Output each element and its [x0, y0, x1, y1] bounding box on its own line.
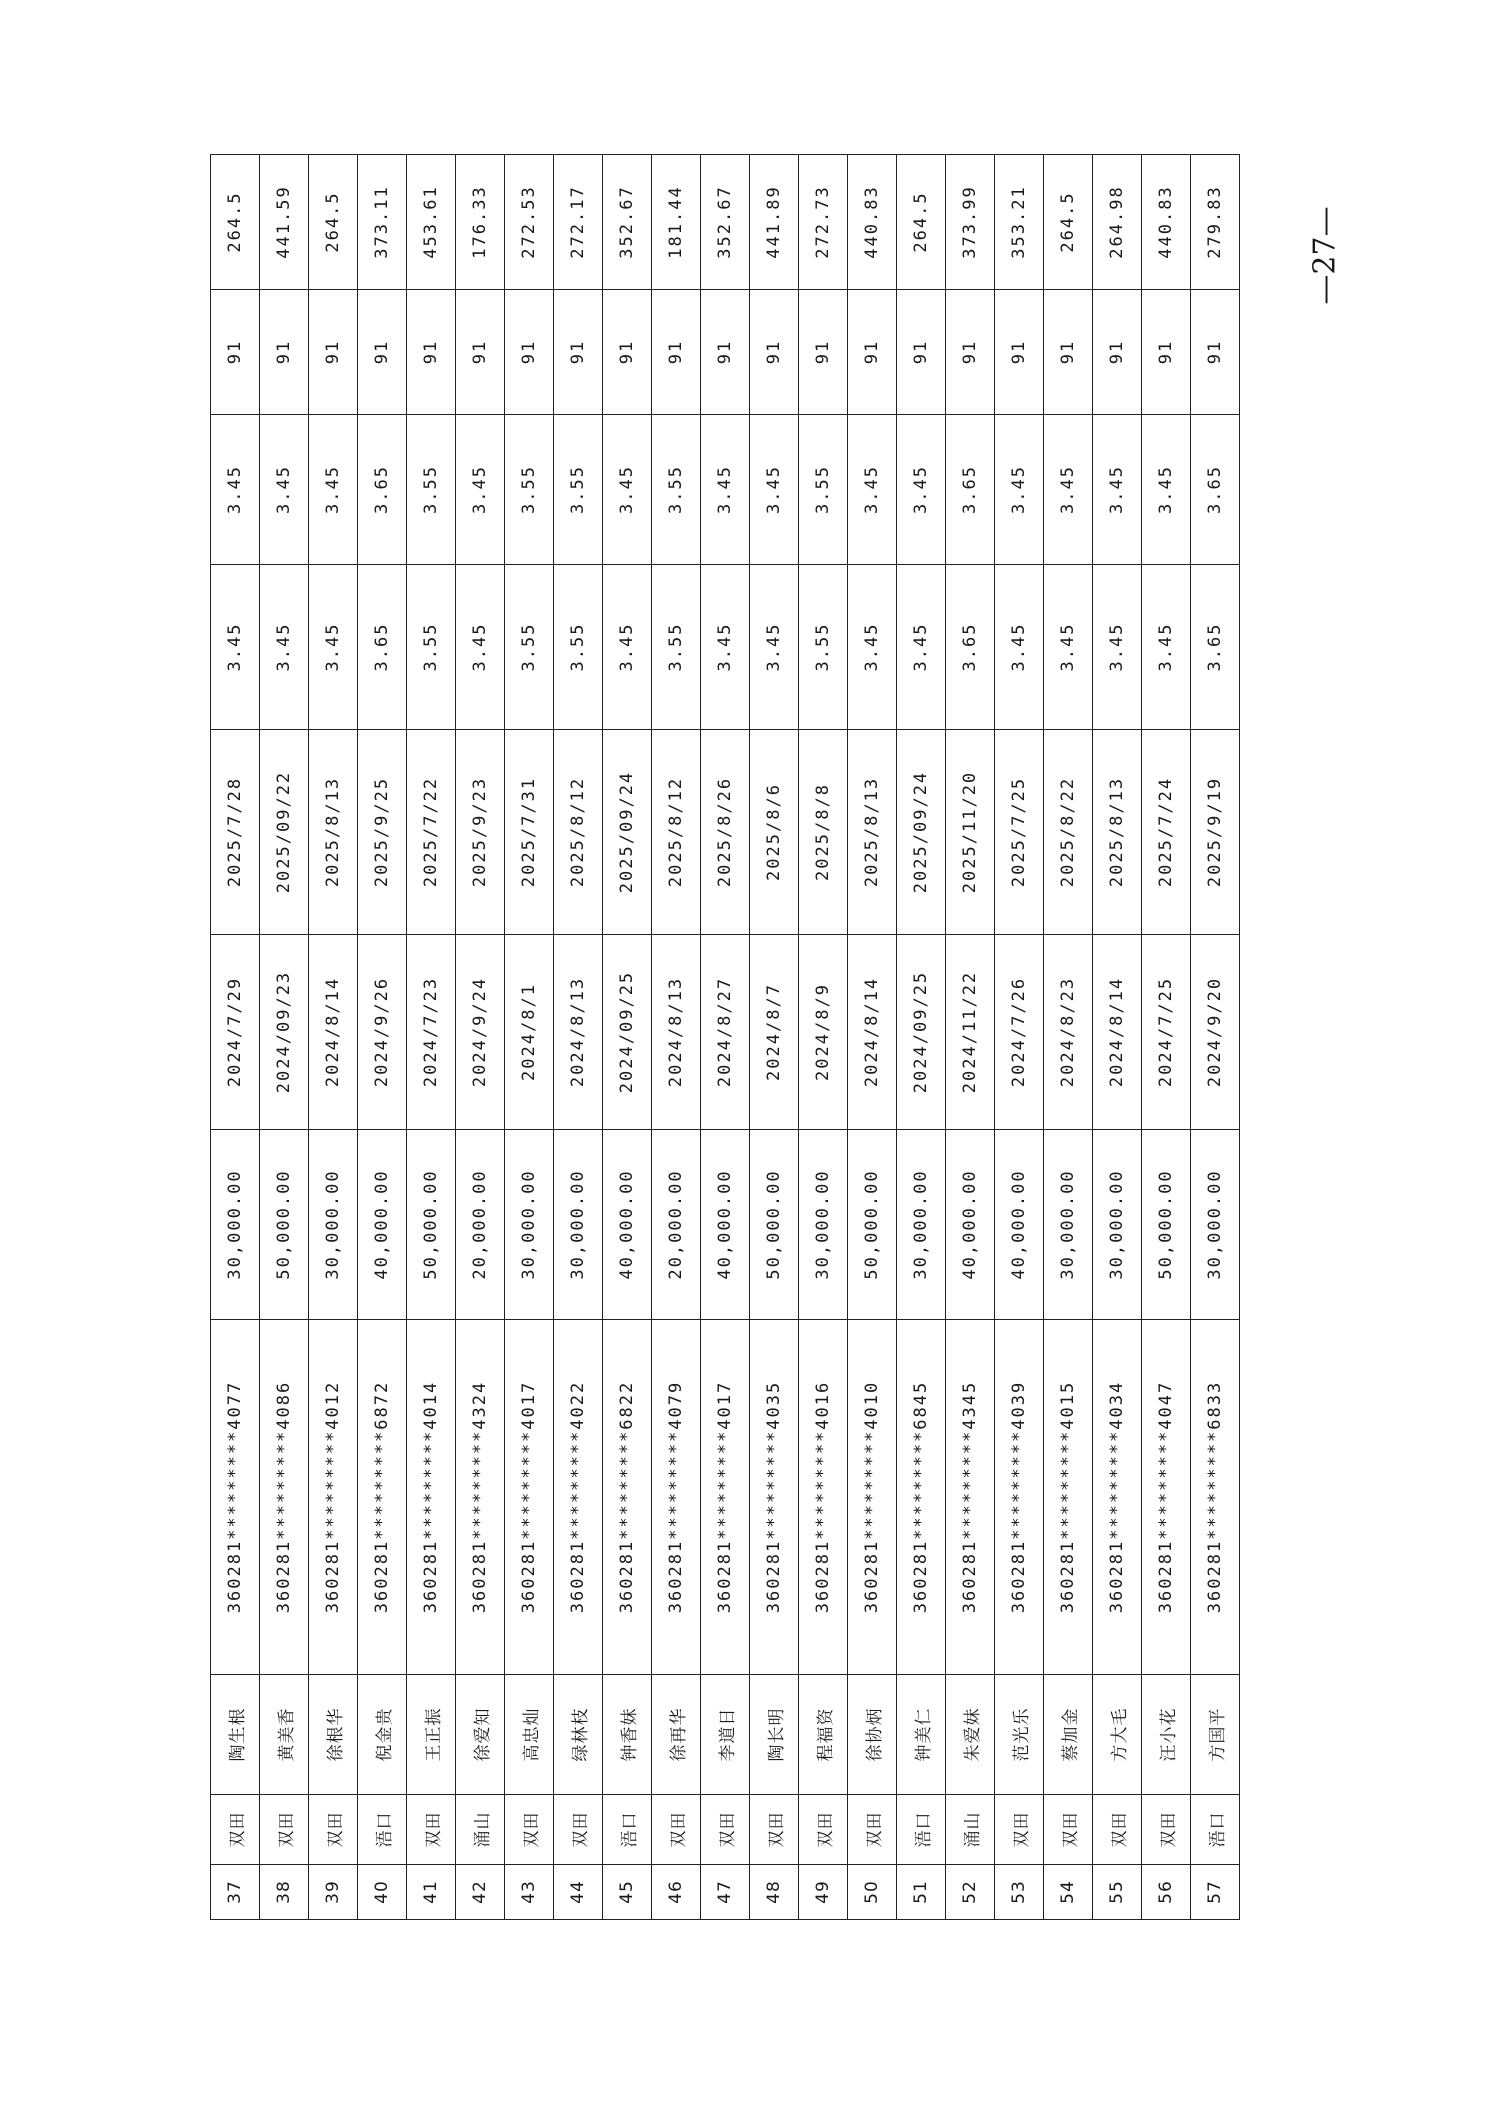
rate-a-cell: 3.45	[1142, 565, 1191, 730]
township-cell: 双田	[1142, 1795, 1191, 1865]
id-number-cell: 360281*********4035	[750, 1320, 799, 1675]
interest-amount-cell: 181.44	[652, 155, 701, 290]
days-cell: 91	[554, 290, 603, 415]
interest-amount-cell: 453.61	[407, 155, 456, 290]
days-cell: 91	[995, 290, 1044, 415]
id-number-cell: 360281*********4010	[848, 1320, 897, 1675]
start-date-cell: 2024/9/20	[1191, 935, 1240, 1130]
township-cell: 浯口	[897, 1795, 946, 1865]
end-date-cell: 2025/09/24	[603, 730, 652, 935]
loan-amount-cell: 30,000.00	[1093, 1130, 1142, 1320]
days-cell: 91	[260, 290, 309, 415]
rate-b-cell: 3.45	[1142, 415, 1191, 565]
borrower-name-cell: 钟美仁	[897, 1675, 946, 1795]
table-row	[505, 155, 554, 1920]
borrower-name-cell: 徐爱知	[456, 1675, 505, 1795]
row-number-cell: 49	[799, 1865, 848, 1920]
rate-a-cell: 3.45	[260, 565, 309, 730]
borrower-name-cell: 黄美香	[260, 1675, 309, 1795]
rate-a-cell: 3.45	[1093, 565, 1142, 730]
end-date-cell: 2025/8/13	[848, 730, 897, 935]
borrower-name-cell: 钟香妹	[603, 1675, 652, 1795]
borrower-name-cell: 方大毛	[1093, 1675, 1142, 1795]
row-number-cell: 41	[407, 1865, 456, 1920]
interest-amount-cell: 352.67	[701, 155, 750, 290]
row-number-cell: 37	[211, 1865, 260, 1920]
loan-amount-cell: 40,000.00	[995, 1130, 1044, 1320]
loan-amount-cell: 50,000.00	[407, 1130, 456, 1320]
interest-amount-cell: 272.73	[799, 155, 848, 290]
loan-amount-cell: 50,000.00	[260, 1130, 309, 1320]
id-number-cell: 360281*********4016	[799, 1320, 848, 1675]
interest-amount-cell: 440.83	[1142, 155, 1191, 290]
id-number-cell: 360281*********4324	[456, 1320, 505, 1675]
days-cell: 91	[652, 290, 701, 415]
end-date-cell: 2025/7/28	[211, 730, 260, 935]
township-cell: 双田	[848, 1795, 897, 1865]
rate-b-cell: 3.65	[1191, 415, 1240, 565]
interest-amount-cell: 279.83	[1191, 155, 1240, 290]
borrower-name-cell: 李道日	[701, 1675, 750, 1795]
table-row	[260, 155, 309, 1920]
township-cell: 双田	[995, 1795, 1044, 1865]
rate-a-cell: 3.45	[456, 565, 505, 730]
borrower-name-cell: 王正振	[407, 1675, 456, 1795]
township-cell: 双田	[1044, 1795, 1093, 1865]
rate-b-cell: 3.45	[309, 415, 358, 565]
township-cell: 双田	[211, 1795, 260, 1865]
loan-amount-cell: 20,000.00	[456, 1130, 505, 1320]
rate-a-cell: 3.65	[946, 565, 995, 730]
loan-amount-cell: 20,000.00	[652, 1130, 701, 1320]
start-date-cell: 2024/8/7	[750, 935, 799, 1130]
borrower-name-cell: 倪金贵	[358, 1675, 407, 1795]
end-date-cell: 2025/8/6	[750, 730, 799, 935]
id-number-cell: 360281*********4017	[505, 1320, 554, 1675]
rate-b-cell: 3.45	[848, 415, 897, 565]
row-number-cell: 52	[946, 1865, 995, 1920]
id-number-cell: 360281*********4015	[1044, 1320, 1093, 1675]
borrower-name-cell: 徐协炳	[848, 1675, 897, 1795]
township-cell: 双田	[750, 1795, 799, 1865]
borrower-name-cell: 徐再华	[652, 1675, 701, 1795]
township-cell: 涌山	[946, 1795, 995, 1865]
start-date-cell: 2024/9/26	[358, 935, 407, 1130]
rate-b-cell: 3.45	[260, 415, 309, 565]
end-date-cell: 2025/8/12	[652, 730, 701, 935]
borrower-name-cell: 徐根华	[309, 1675, 358, 1795]
end-date-cell: 2025/8/13	[309, 730, 358, 935]
start-date-cell: 2024/8/13	[652, 935, 701, 1130]
row-number-cell: 40	[358, 1865, 407, 1920]
table-row	[848, 155, 897, 1920]
id-number-cell: 360281*********6833	[1191, 1320, 1240, 1675]
rate-a-cell: 3.45	[750, 565, 799, 730]
interest-amount-cell: 264.5	[1044, 155, 1093, 290]
start-date-cell: 2024/7/29	[211, 935, 260, 1130]
row-number-cell: 51	[897, 1865, 946, 1920]
township-cell: 双田	[260, 1795, 309, 1865]
end-date-cell: 2025/9/23	[456, 730, 505, 935]
borrower-name-cell: 方国平	[1191, 1675, 1240, 1795]
days-cell: 91	[358, 290, 407, 415]
end-date-cell: 2025/7/24	[1142, 730, 1191, 935]
start-date-cell: 2024/8/14	[309, 935, 358, 1130]
row-number-cell: 47	[701, 1865, 750, 1920]
rate-a-cell: 3.45	[995, 565, 1044, 730]
rate-b-cell: 3.45	[750, 415, 799, 565]
end-date-cell: 2025/8/26	[701, 730, 750, 935]
rate-b-cell: 3.45	[897, 415, 946, 565]
borrower-name-cell: 汪小花	[1142, 1675, 1191, 1795]
table-row	[309, 155, 358, 1920]
rate-a-cell: 3.55	[799, 565, 848, 730]
start-date-cell: 2024/8/27	[701, 935, 750, 1130]
days-cell: 91	[897, 290, 946, 415]
loan-amount-cell: 30,000.00	[799, 1130, 848, 1320]
end-date-cell: 2025/8/22	[1044, 730, 1093, 935]
end-date-cell: 2025/09/22	[260, 730, 309, 935]
end-date-cell: 2025/8/12	[554, 730, 603, 935]
table-row	[750, 155, 799, 1920]
start-date-cell: 2024/9/24	[456, 935, 505, 1130]
id-number-cell: 360281*********6872	[358, 1320, 407, 1675]
start-date-cell: 2024/7/25	[1142, 935, 1191, 1130]
id-number-cell: 360281*********4345	[946, 1320, 995, 1675]
table-row	[701, 155, 750, 1920]
table-row	[799, 155, 848, 1920]
row-number-cell: 44	[554, 1865, 603, 1920]
loan-amount-cell: 40,000.00	[946, 1130, 995, 1320]
loan-amount-cell: 30,000.00	[309, 1130, 358, 1320]
id-number-cell: 360281*********6845	[897, 1320, 946, 1675]
rate-a-cell: 3.55	[505, 565, 554, 730]
interest-amount-cell: 440.83	[848, 155, 897, 290]
start-date-cell: 2024/8/23	[1044, 935, 1093, 1130]
interest-amount-cell: 264.5	[211, 155, 260, 290]
interest-amount-cell: 176.33	[456, 155, 505, 290]
loan-amount-cell: 30,000.00	[554, 1130, 603, 1320]
loan-amount-cell: 40,000.00	[358, 1130, 407, 1320]
loan-amount-cell: 30,000.00	[1044, 1130, 1093, 1320]
rate-b-cell: 3.55	[505, 415, 554, 565]
rate-b-cell: 3.45	[603, 415, 652, 565]
end-date-cell: 2025/7/22	[407, 730, 456, 935]
rate-b-cell: 3.45	[211, 415, 260, 565]
loan-amount-cell: 50,000.00	[1142, 1130, 1191, 1320]
rate-a-cell: 3.55	[407, 565, 456, 730]
township-cell: 双田	[554, 1795, 603, 1865]
loan-amount-cell: 30,000.00	[897, 1130, 946, 1320]
table-body	[211, 155, 1240, 1920]
interest-amount-cell: 264.98	[1093, 155, 1142, 290]
rate-a-cell: 3.45	[309, 565, 358, 730]
days-cell: 91	[750, 290, 799, 415]
interest-amount-cell: 264.5	[897, 155, 946, 290]
loan-amount-cell: 40,000.00	[603, 1130, 652, 1320]
id-number-cell: 360281*********4047	[1142, 1320, 1191, 1675]
borrower-name-cell: 蔡加金	[1044, 1675, 1093, 1795]
row-number-cell: 54	[1044, 1865, 1093, 1920]
rate-a-cell: 3.45	[603, 565, 652, 730]
township-cell: 浯口	[603, 1795, 652, 1865]
start-date-cell: 2024/09/25	[603, 935, 652, 1130]
id-number-cell: 360281*********4014	[407, 1320, 456, 1675]
id-number-cell: 360281*********4079	[652, 1320, 701, 1675]
days-cell: 91	[1142, 290, 1191, 415]
rate-b-cell: 3.55	[799, 415, 848, 565]
township-cell: 双田	[701, 1795, 750, 1865]
rate-b-cell: 3.45	[995, 415, 1044, 565]
id-number-cell: 360281*********4039	[995, 1320, 1044, 1675]
borrower-name-cell: 陶生根	[211, 1675, 260, 1795]
end-date-cell: 2025/7/25	[995, 730, 1044, 935]
rate-b-cell: 3.55	[554, 415, 603, 565]
start-date-cell: 2024/11/22	[946, 935, 995, 1130]
start-date-cell: 2024/7/23	[407, 935, 456, 1130]
township-cell: 双田	[652, 1795, 701, 1865]
start-date-cell: 2024/7/26	[995, 935, 1044, 1130]
days-cell: 91	[456, 290, 505, 415]
loan-amount-cell: 50,000.00	[848, 1130, 897, 1320]
end-date-cell: 2025/8/8	[799, 730, 848, 935]
township-cell: 浯口	[1191, 1795, 1240, 1865]
table-row	[995, 155, 1044, 1920]
borrower-name-cell: 朱爱妹	[946, 1675, 995, 1795]
start-date-cell: 2024/8/14	[1093, 935, 1142, 1130]
loan-table-container	[210, 155, 1240, 1920]
table-row	[1142, 155, 1191, 1920]
row-number-cell: 53	[995, 1865, 1044, 1920]
township-cell: 双田	[407, 1795, 456, 1865]
id-number-cell: 360281*********4012	[309, 1320, 358, 1675]
row-number-cell: 55	[1093, 1865, 1142, 1920]
rate-b-cell: 3.55	[407, 415, 456, 565]
end-date-cell: 2025/9/19	[1191, 730, 1240, 935]
interest-amount-cell: 373.11	[358, 155, 407, 290]
row-number-cell: 57	[1191, 1865, 1240, 1920]
rate-b-cell: 3.65	[358, 415, 407, 565]
row-number-cell: 48	[750, 1865, 799, 1920]
table-row	[554, 155, 603, 1920]
start-date-cell: 2024/8/1	[505, 935, 554, 1130]
table-row	[1044, 155, 1093, 1920]
interest-amount-cell: 272.17	[554, 155, 603, 290]
rate-a-cell: 3.45	[211, 565, 260, 730]
interest-amount-cell: 264.5	[309, 155, 358, 290]
rotated-table-frame	[210, 155, 1240, 1920]
rate-b-cell: 3.45	[1093, 415, 1142, 565]
start-date-cell: 2024/09/25	[897, 935, 946, 1130]
start-date-cell: 2024/8/14	[848, 935, 897, 1130]
borrower-name-cell: 范光乐	[995, 1675, 1044, 1795]
row-number-cell: 38	[260, 1865, 309, 1920]
rate-b-cell: 3.45	[1044, 415, 1093, 565]
rate-b-cell: 3.65	[946, 415, 995, 565]
id-number-cell: 360281*********4034	[1093, 1320, 1142, 1675]
rate-b-cell: 3.55	[652, 415, 701, 565]
id-number-cell: 360281*********4077	[211, 1320, 260, 1675]
start-date-cell: 2024/8/13	[554, 935, 603, 1130]
days-cell: 91	[946, 290, 995, 415]
row-number-cell: 45	[603, 1865, 652, 1920]
table-row	[1191, 155, 1240, 1920]
row-number-cell: 56	[1142, 1865, 1191, 1920]
rate-b-cell: 3.45	[701, 415, 750, 565]
rate-a-cell: 3.45	[1044, 565, 1093, 730]
days-cell: 91	[505, 290, 554, 415]
days-cell: 91	[1093, 290, 1142, 415]
interest-amount-cell: 353.21	[995, 155, 1044, 290]
interest-amount-cell: 272.53	[505, 155, 554, 290]
row-number-cell: 39	[309, 1865, 358, 1920]
days-cell: 91	[1044, 290, 1093, 415]
loan-amount-cell: 30,000.00	[505, 1130, 554, 1320]
days-cell: 91	[309, 290, 358, 415]
id-number-cell: 360281*********4022	[554, 1320, 603, 1675]
table-row	[456, 155, 505, 1920]
row-number-cell: 50	[848, 1865, 897, 1920]
row-number-cell: 43	[505, 1865, 554, 1920]
township-cell: 双田	[309, 1795, 358, 1865]
interest-amount-cell: 373.99	[946, 155, 995, 290]
table-row	[1093, 155, 1142, 1920]
interest-amount-cell: 441.59	[260, 155, 309, 290]
loan-amount-cell: 30,000.00	[211, 1130, 260, 1320]
days-cell: 91	[701, 290, 750, 415]
borrower-name-cell: 绿林枝	[554, 1675, 603, 1795]
end-date-cell: 2025/9/25	[358, 730, 407, 935]
page-number	[1295, 180, 1355, 330]
days-cell: 91	[603, 290, 652, 415]
end-date-cell: 2025/8/13	[1093, 730, 1142, 935]
start-date-cell: 2024/8/9	[799, 935, 848, 1130]
interest-amount-cell: 441.89	[750, 155, 799, 290]
rate-a-cell: 3.55	[554, 565, 603, 730]
page-number-text: —27—	[1307, 205, 1343, 305]
id-number-cell: 360281*********6822	[603, 1320, 652, 1675]
borrower-name-cell: 陶长明	[750, 1675, 799, 1795]
start-date-cell: 2024/09/23	[260, 935, 309, 1130]
id-number-cell: 360281*********4017	[701, 1320, 750, 1675]
days-cell: 91	[799, 290, 848, 415]
township-cell: 浯口	[358, 1795, 407, 1865]
township-cell: 双田	[505, 1795, 554, 1865]
end-date-cell: 2025/09/24	[897, 730, 946, 935]
days-cell: 91	[1191, 290, 1240, 415]
township-cell: 双田	[799, 1795, 848, 1865]
table-row	[407, 155, 456, 1920]
table-row	[946, 155, 995, 1920]
township-cell: 双田	[1093, 1795, 1142, 1865]
days-cell: 91	[407, 290, 456, 415]
loan-interest-table	[210, 154, 1240, 1920]
days-cell: 91	[848, 290, 897, 415]
loan-amount-cell: 30,000.00	[1191, 1130, 1240, 1320]
table-row	[211, 155, 260, 1920]
borrower-name-cell: 高忠灿	[505, 1675, 554, 1795]
rate-b-cell: 3.45	[456, 415, 505, 565]
interest-amount-cell: 352.67	[603, 155, 652, 290]
borrower-name-cell: 程福资	[799, 1675, 848, 1795]
days-cell: 91	[211, 290, 260, 415]
rate-a-cell: 3.45	[848, 565, 897, 730]
row-number-cell: 46	[652, 1865, 701, 1920]
rate-a-cell: 3.55	[652, 565, 701, 730]
table-row	[897, 155, 946, 1920]
rate-a-cell: 3.45	[701, 565, 750, 730]
loan-amount-cell: 50,000.00	[750, 1130, 799, 1320]
rate-a-cell: 3.65	[1191, 565, 1240, 730]
township-cell: 涌山	[456, 1795, 505, 1865]
table-row	[652, 155, 701, 1920]
end-date-cell: 2025/11/20	[946, 730, 995, 935]
row-number-cell: 42	[456, 1865, 505, 1920]
table-row	[603, 155, 652, 1920]
table-row	[358, 155, 407, 1920]
loan-amount-cell: 40,000.00	[701, 1130, 750, 1320]
rate-a-cell: 3.65	[358, 565, 407, 730]
rate-a-cell: 3.45	[897, 565, 946, 730]
id-number-cell: 360281*********4086	[260, 1320, 309, 1675]
end-date-cell: 2025/7/31	[505, 730, 554, 935]
